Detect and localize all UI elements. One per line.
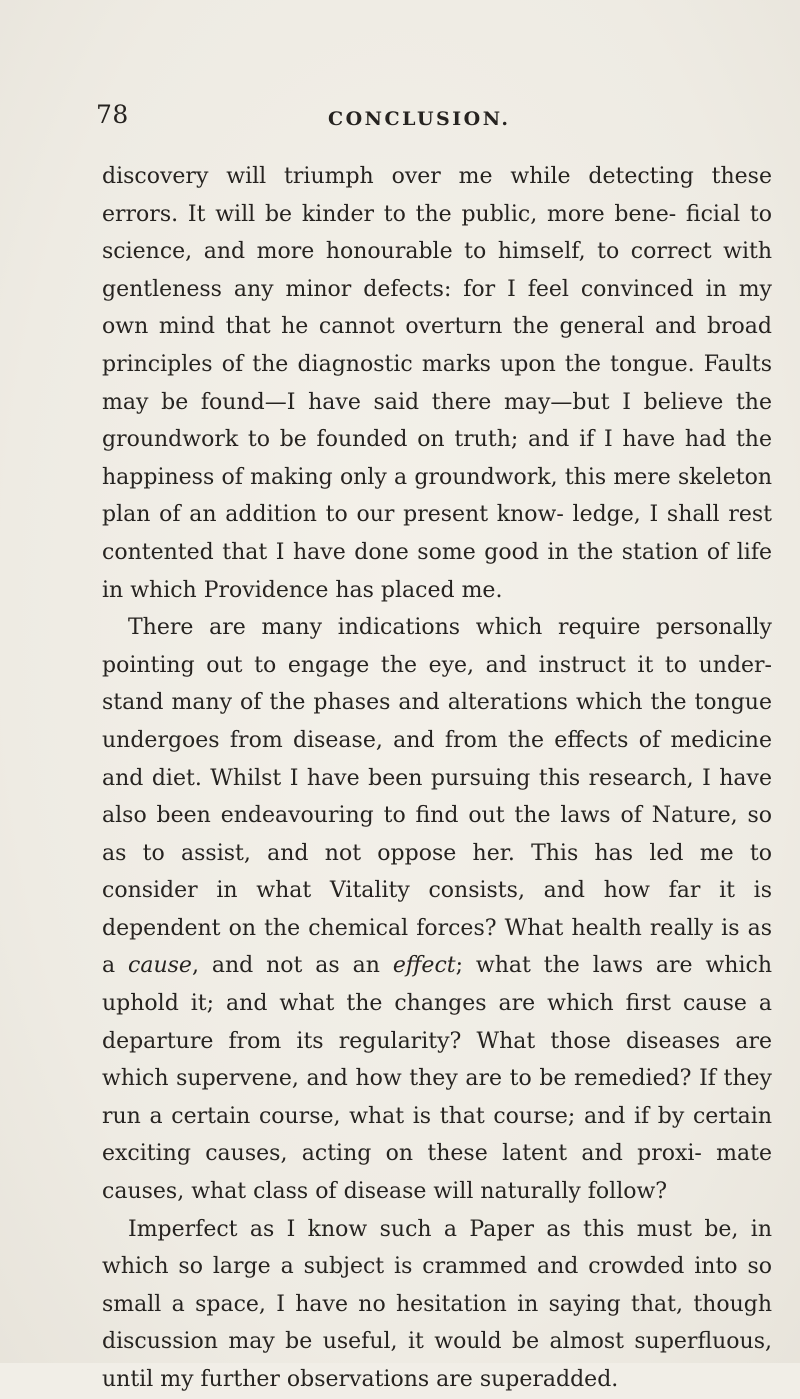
emphasis-effect: effect — [392, 953, 456, 979]
paragraph-2-part-2: , and not as an — [191, 953, 393, 979]
paragraph-2-part-1: There are many indications which require personally pointing out to engage the eye, and instruct it to under- stand many of the phases and alterations which the tongue undergoes from disease, and from the effects of medicine and diet. Whilst I have been pursuing this research, I have also been endeavouring to find out the laws of Nature, so as to assist, and not oppose her. This has led me to consider in what Vitality consists, and how far it is dependent on the chemical forces? What health really is as a — [102, 615, 772, 979]
paragraph-2-part-3: ; what the laws are which uphold it; and what the changes are which first cause a departure from its regularity? What those diseases are which supervene, and how they are to be remedied? If they run a certain course, what is that course; and if by certain exciting causes, acting on these latent and proxi- mate causes, what class of disease will naturally follow? — [102, 953, 772, 1205]
page-number: 78 — [96, 100, 129, 129]
running-head: CONCLUSION. — [328, 108, 511, 130]
emphasis-cause: cause — [128, 953, 192, 979]
paragraph-3: Imperfect as I know such a Paper as this must be, in which so large a subject is crammed and crowded into so small a space, I have no hesitation in saying that, though discussion may be useful, it would be almost superfluous, until my further observations are superadded. — [102, 1216, 772, 1392]
body-text — [102, 158, 772, 1399]
page-header — [96, 100, 796, 136]
paragraph-1: discovery will triumph over me while detecting these errors. It will be kinder to the public, more bene- ficial to science, and more honourable to himself, to correct with gentleness any minor defects: for I feel convinced in my own mind that he cannot overturn the general and broad principles of the diagnostic marks upon the tongue. Faults may be found—I have said there may—but I believe the groundwork to be founded on truth; and if I have had the happiness of making only a groundwork, this mere skeleton plan of an addition to our present know- ledge, I shall rest contented that I have done some good in the station of life in which Providence has placed me. — [102, 164, 772, 603]
paragraph-2 — [102, 609, 772, 1211]
